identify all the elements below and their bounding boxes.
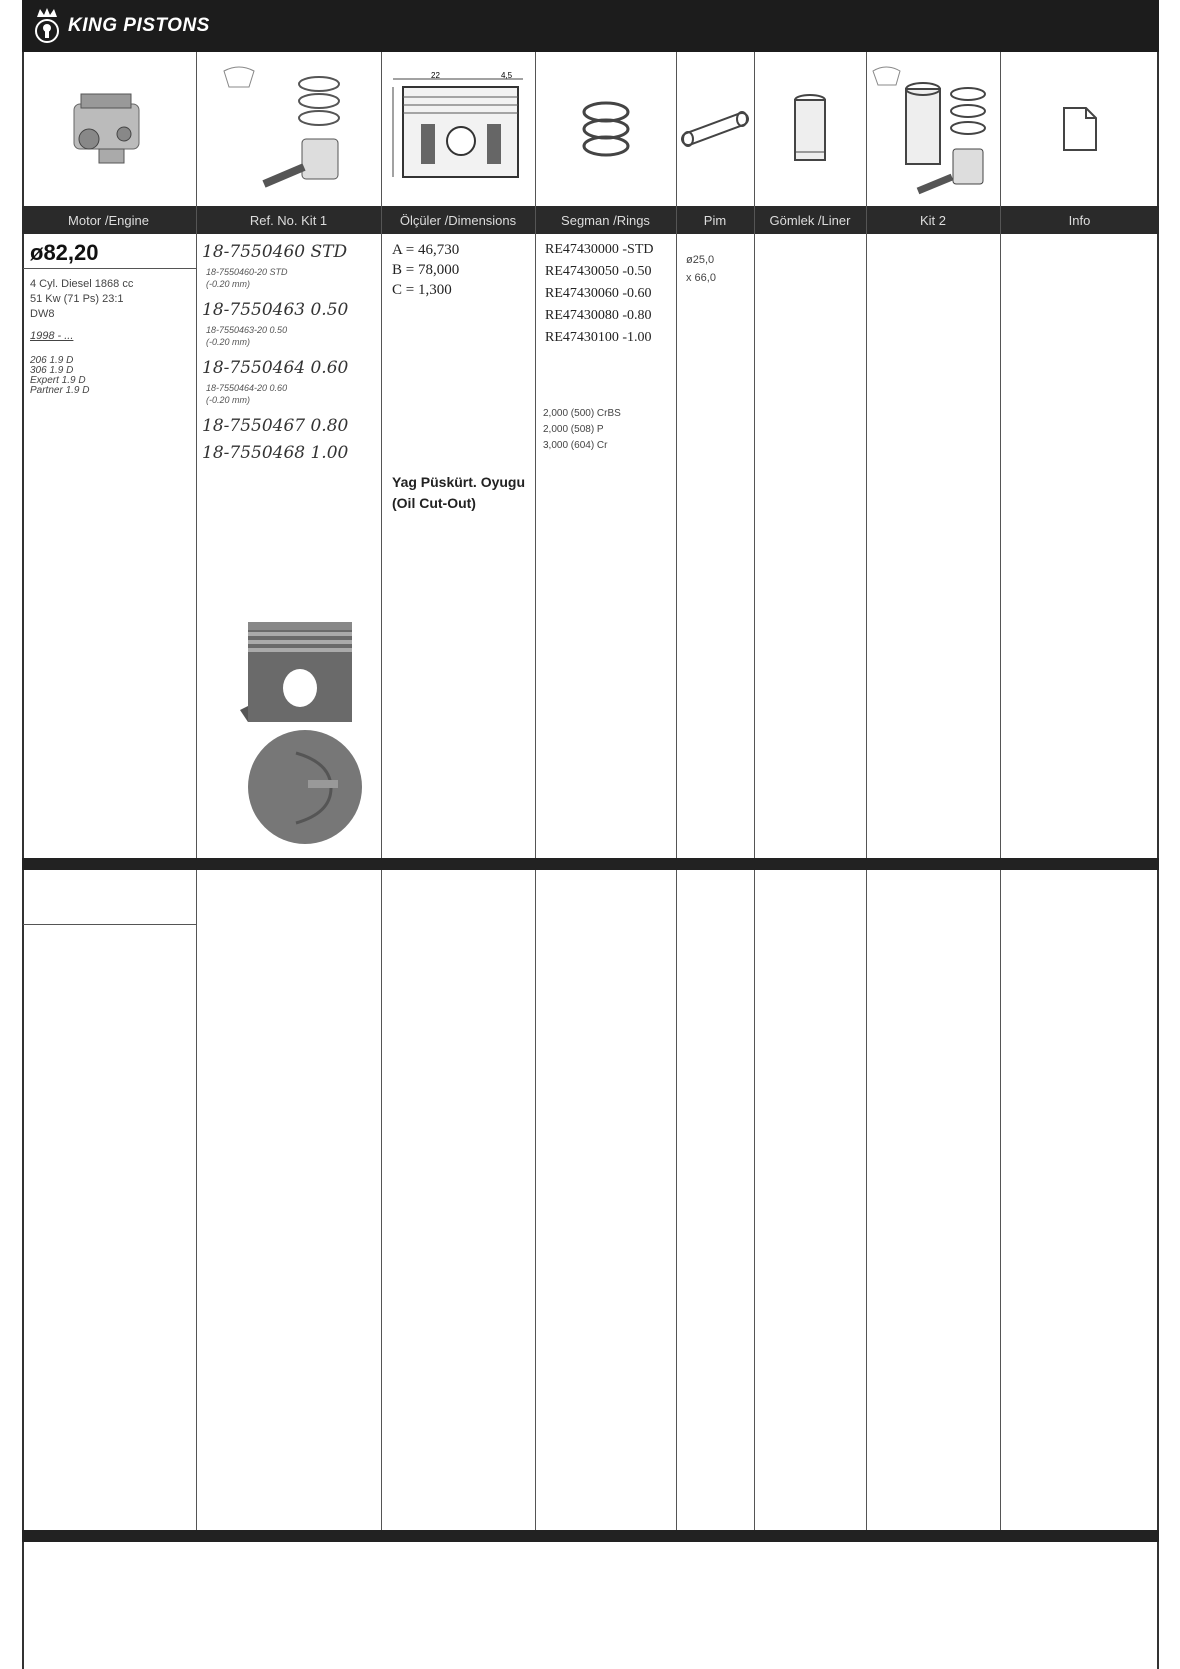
kit1-subref: 18-7550464-20 0.60 — [206, 383, 288, 393]
engine-divider — [23, 268, 196, 269]
kit1-ref[interactable]: 18-7550464 0.60 — [202, 358, 349, 378]
divider — [535, 52, 536, 1532]
header-dimensions: Ölçüler /Dimensions — [399, 213, 517, 228]
oil-cutout-note-en: (Oil Cut-Out) — [392, 495, 476, 511]
row-separator-bar — [22, 1530, 1159, 1542]
engine-code: DW8 — [30, 308, 55, 320]
engine-spec-1: 4 Cyl. Diesel 1868 cc — [30, 278, 134, 290]
divider — [676, 52, 677, 1532]
piston-top-view-icon — [246, 728, 364, 846]
engine-spec-2: 51 Kw (71 Ps) 23:1 — [30, 293, 124, 305]
kit1-ref[interactable]: 18-7550468 1.00 — [202, 443, 349, 463]
dimension-c: C = 1,300 — [392, 282, 452, 298]
piston-kit-icon — [196, 52, 381, 206]
brand-name: KING PISTONS — [68, 15, 210, 36]
kit1-subref-note: (-0.20 mm) — [206, 279, 251, 289]
model-item: 306 1.9 D — [30, 365, 74, 376]
header-kit1: Ref. No. Kit 1 — [249, 213, 328, 228]
ring-spec: 2,000 (500) CrBS — [543, 408, 621, 419]
divider — [1000, 52, 1001, 1532]
column-header-bar — [22, 206, 1159, 234]
kit1-ref[interactable]: 18-7550467 0.80 — [202, 416, 349, 436]
oil-cutout-note: Yag Püskürt. Oyugu — [392, 474, 526, 490]
kit1-subref: 18-7550460-20 STD — [206, 267, 288, 277]
ring-spec: 2,000 (508) P — [543, 424, 604, 435]
model-item: Partner 1.9 D — [30, 385, 90, 396]
engine-icon — [22, 52, 195, 206]
dimension-a: A = 46,730 — [392, 242, 460, 258]
divider — [196, 52, 197, 1532]
logo — [32, 6, 210, 46]
kit1-subref: 18-7550463-20 0.50 — [206, 325, 288, 335]
full-kit-icon — [866, 52, 1000, 206]
cylinder-liner-icon — [754, 52, 866, 206]
document-icon[interactable] — [1000, 52, 1159, 206]
dim-label-22: 22 — [431, 71, 440, 80]
divider — [754, 52, 755, 1532]
header-rings: Segman /Rings — [561, 213, 650, 228]
engine-year: 1998 - ... — [30, 330, 74, 342]
header-liner: Gömlek /Liner — [769, 213, 851, 228]
divider — [866, 52, 867, 1532]
ring-ref[interactable]: RE47430100 -1.00 — [545, 330, 652, 345]
pin-diameter: ø25,0 — [686, 254, 715, 266]
crown-logo-icon — [32, 7, 62, 45]
kit1-ref[interactable]: 18-7550463 0.50 — [202, 300, 349, 320]
kit1-ref[interactable]: 18-7550460 STD — [202, 242, 348, 262]
ring-spec: 3,000 (604) Cr — [543, 440, 608, 451]
piston-pin-icon — [676, 52, 754, 206]
header-engine: Motor /Engine — [68, 213, 149, 228]
ring-ref[interactable]: RE47430050 -0.50 — [545, 264, 652, 279]
model-item: Expert 1.9 D — [30, 375, 86, 386]
kit1-subref-note: (-0.20 mm) — [206, 337, 251, 347]
model-item: 206 1.9 D — [30, 355, 74, 366]
header-info: Info — [1068, 213, 1091, 228]
brand-bar — [22, 0, 1159, 52]
engine-divider — [23, 924, 196, 925]
piston-rings-icon — [535, 52, 676, 206]
header-pin: Pim — [703, 213, 727, 228]
header-kit2: Kit 2 — [919, 213, 946, 228]
dimension-diagram-icon — [381, 52, 535, 206]
picture-row — [22, 52, 1159, 206]
dim-label-4-5: 4,5 — [501, 71, 513, 80]
pin-length: x 66,0 — [686, 272, 716, 284]
ring-ref[interactable]: RE47430000 -STD — [545, 242, 654, 257]
dimension-b: B = 78,000 — [392, 262, 460, 278]
divider — [381, 52, 382, 1532]
ring-ref[interactable]: RE47430080 -0.80 — [545, 308, 652, 323]
ring-ref[interactable]: RE47430060 -0.60 — [545, 286, 652, 301]
engine-bore: ø82,20 — [30, 240, 99, 265]
kit1-subref-note: (-0.20 mm) — [206, 395, 251, 405]
row-separator-bar — [22, 858, 1159, 870]
